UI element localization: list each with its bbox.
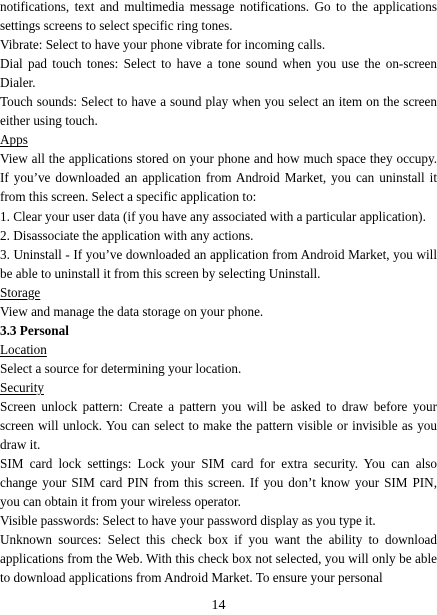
body-paragraph: Visible passwords: Select to have your password display as you type it. — [0, 513, 376, 529]
body-paragraph: Select a source for determining your location. — [0, 360, 242, 376]
body-paragraph: Touch sounds: Select to have a sound play when you select an item on the screen either using touch. — [0, 94, 437, 129]
body-paragraph: Unknown sources: Select this check box if you want the ability to download applications from the Web. With this check box not selected, you will only be able to download applications from Android Market. To ensure your personal — [0, 532, 437, 586]
section-heading: Apps — [0, 132, 28, 148]
body-paragraph: SIM card lock settings: Lock your SIM card for extra security. You can also change your SIM card PIN from this screen. If you don’t know your SIM PIN, you can obtain it from your wireless operator. — [0, 456, 437, 510]
section-heading: Security — [0, 379, 44, 395]
body-paragraph: Dial pad touch tones: Select to have a tone sound when you use the on-screen Dialer. — [0, 56, 437, 91]
body-paragraph: View and manage the data storage on your phone. — [0, 303, 264, 319]
section-heading: Storage — [0, 284, 41, 300]
page-number: 14 — [211, 598, 226, 613]
body-paragraph: 1. Clear your user data (if you have any associated with a particular application). — [0, 208, 426, 224]
body-paragraph: View all the applications stored on your phone and how much space they occupy. If you’ve downloaded an application from Android Market, you can uninstall it from this screen. Select a specific application to: — [0, 151, 437, 205]
body-paragraph: notifications, text and multimedia message notifications. Go to the applications settings screens to select specific ring tones. — [0, 0, 437, 34]
chapter-heading: 3.3 Personal — [0, 322, 69, 338]
section-heading: Location — [0, 341, 47, 357]
body-paragraph: Vibrate: Select to have your phone vibrate for incoming calls. — [0, 37, 326, 53]
body-paragraph: 3. Uninstall - If you’ve downloaded an application from Android Market, you will be able to uninstall it from this screen by selecting Uninstall. — [0, 246, 437, 281]
body-paragraph: 2. Disassociate the application with any actions. — [0, 227, 254, 243]
body-paragraph: Screen unlock pattern: Create a pattern you will be asked to draw before your screen will unlock. You can select to make the pattern visible or invisible as you draw it. — [0, 398, 437, 453]
